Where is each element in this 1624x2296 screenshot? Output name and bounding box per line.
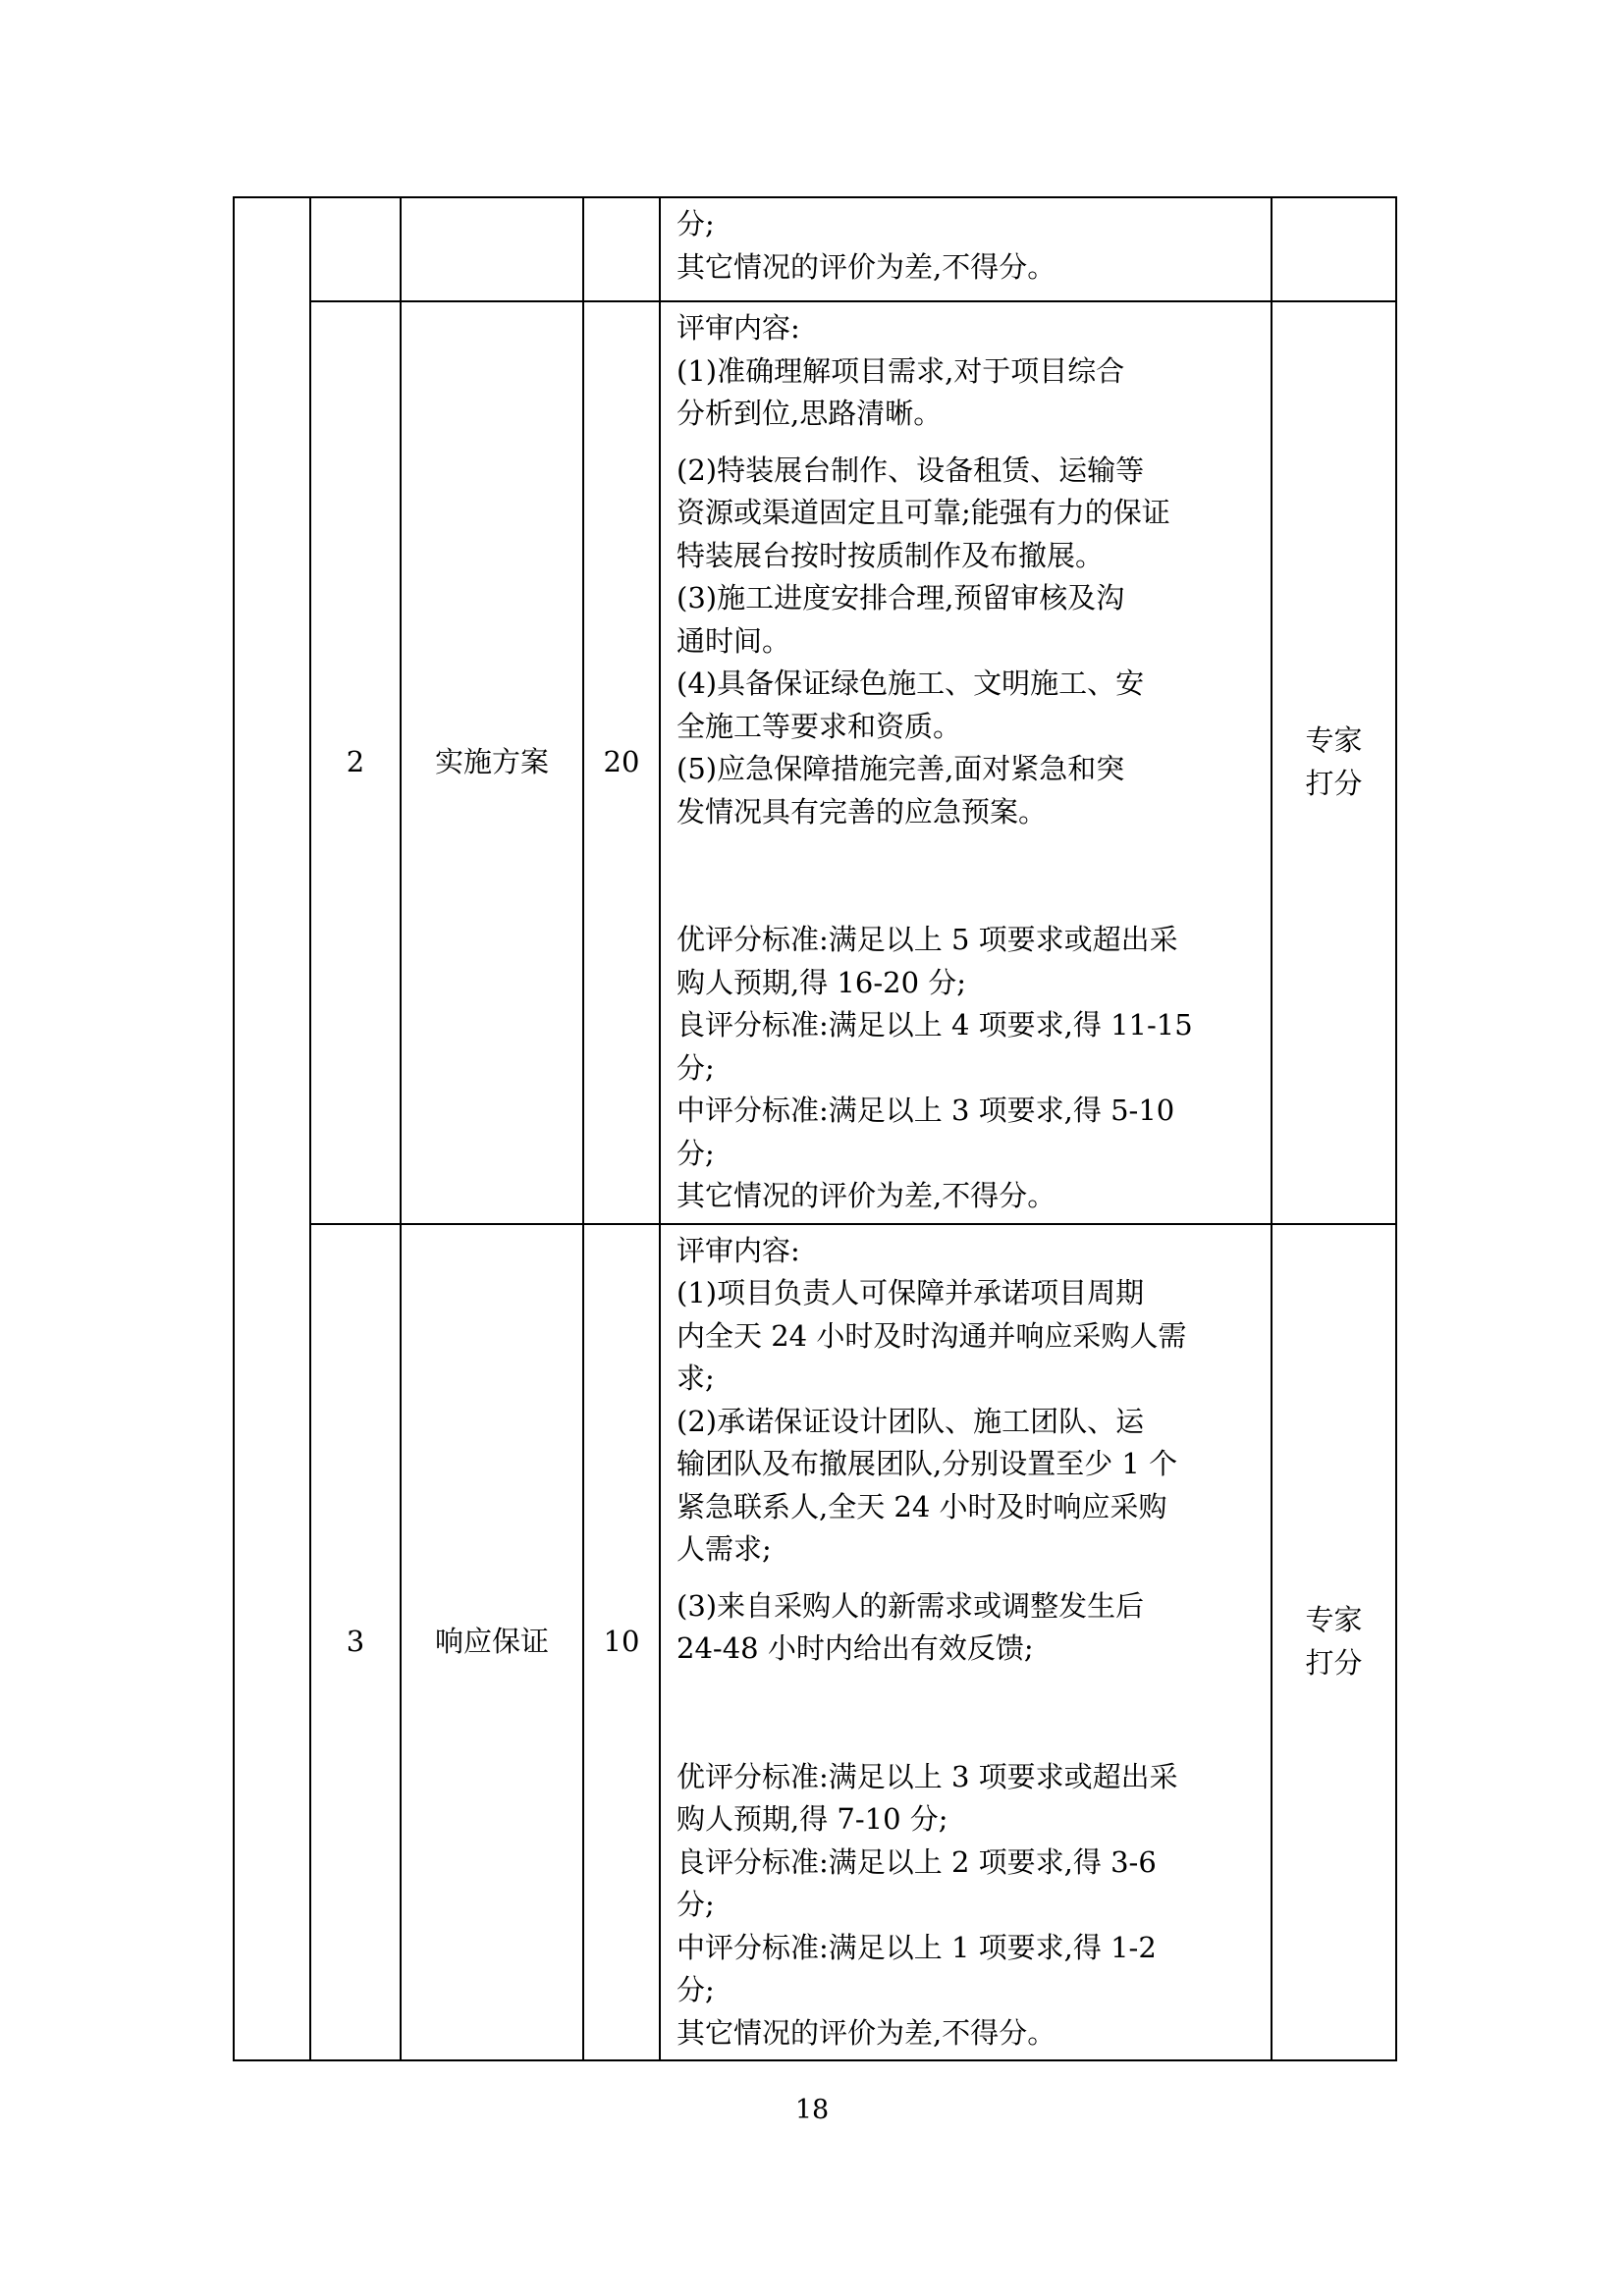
criteria-line: 发情况具有完善的应急预案。 [677, 794, 1048, 828]
criteria-line: 良评分标准:满足以上 4 项要求,得 11-15 [677, 1008, 1193, 1041]
criteria-line: 其它情况的评价为差,不得分。 [677, 1179, 1056, 1212]
page-number: 18 [794, 2095, 830, 2125]
method-cell [1272, 1224, 1396, 2061]
criteria-line: 优评分标准:满足以上 5 项要求或超出采 [677, 923, 1178, 956]
scoring-table [233, 196, 1397, 2061]
criteria-line: 中评分标准:满足以上 1 项要求,得 1-2 [677, 1930, 1157, 1964]
criteria-line: 24-48 小时内给出有效反馈; [677, 1631, 1034, 1665]
item-number-cell: 3 [310, 1224, 401, 2061]
score-cell [583, 197, 660, 301]
category-cell [234, 197, 310, 2060]
criteria-line: 购人预期,得 16-20 分; [677, 965, 967, 999]
criteria-line: (2)承诺保证设计团队、施工团队、运 [677, 1404, 1145, 1438]
method-cell [1272, 197, 1396, 301]
criteria-line: 购人预期,得 7-10 分; [677, 1802, 948, 1836]
criteria-line: 评审内容: [677, 311, 800, 345]
criteria-line: (3)施工进度安排合理,预留审核及沟 [677, 581, 1125, 614]
criteria-line: 内全天 24 小时及时沟通并响应采购人需 [677, 1318, 1187, 1353]
criteria-line: (1)项目负责人可保障并承诺项目周期 [677, 1276, 1145, 1309]
score-cell: 10 [583, 1224, 660, 2061]
criteria-line: 通时间。 [677, 623, 791, 658]
method-cell [1272, 301, 1396, 1224]
criteria-line: 其它情况的评价为差,不得分。 [677, 2015, 1056, 2050]
item-name-cell: 实施方案 [401, 301, 583, 1224]
criteria-line: (4)具备保证绿色施工、文明施工、安 [677, 667, 1145, 700]
method-line: 打分 [1305, 1645, 1363, 1680]
criteria-line: 优评分标准:满足以上 3 项要求或超出采 [677, 1759, 1178, 1793]
criteria-cell [660, 197, 1272, 301]
criteria-line: 分; [677, 207, 715, 240]
criteria-line: 紧急联系人,全天 24 小时及时响应采购 [677, 1489, 1167, 1523]
criteria-cell [660, 1224, 1272, 2061]
method-line: 专家 [1305, 1603, 1363, 1637]
item-name-cell: 响应保证 [401, 1224, 583, 2061]
criteria-line: 资源或渠道固定且可靠;能强有力的保证 [677, 496, 1170, 529]
criteria-line: 输团队及布撤展团队,分别设置至少 1 个 [677, 1447, 1178, 1480]
criteria-line: 评审内容: [677, 1233, 800, 1267]
method-line: 打分 [1305, 766, 1363, 800]
criteria-line: (1)准确理解项目需求,对于项目综合 [677, 353, 1125, 388]
criteria-line: 中评分标准:满足以上 3 项要求,得 5-10 [677, 1094, 1175, 1127]
item-name-cell [401, 197, 583, 301]
criteria-line: 求; [677, 1362, 715, 1395]
table-row [234, 301, 1396, 1224]
table-row [234, 1224, 1396, 2061]
criteria-line: 良评分标准:满足以上 2 项要求,得 3-6 [677, 1844, 1157, 1879]
table-row [234, 197, 1396, 301]
criteria-line: 其它情况的评价为差,不得分。 [677, 249, 1056, 284]
item-number-cell: 2 [310, 301, 401, 1224]
criteria-line: 全施工等要求和资质。 [677, 709, 962, 743]
item-number-cell [310, 197, 401, 301]
criteria-cell [660, 301, 1272, 1224]
criteria-line: 分; [677, 1973, 715, 2006]
criteria-line: 分析到位,思路清晰。 [677, 397, 943, 430]
criteria-line: (5)应急保障措施完善,面对紧急和突 [677, 752, 1125, 785]
criteria-line: 特装展台按时按质制作及布撤展。 [677, 538, 1105, 572]
criteria-line: 分; [677, 1136, 715, 1170]
score-cell: 20 [583, 301, 660, 1224]
criteria-line: (3)来自采购人的新需求或调整发生后 [677, 1588, 1145, 1623]
criteria-line: 人需求; [677, 1532, 772, 1566]
criteria-line: 分; [677, 1050, 715, 1085]
method-line: 专家 [1305, 723, 1363, 758]
criteria-line: 分; [677, 1888, 715, 1921]
criteria-line: (2)特装展台制作、设备租赁、运输等 [677, 453, 1145, 487]
